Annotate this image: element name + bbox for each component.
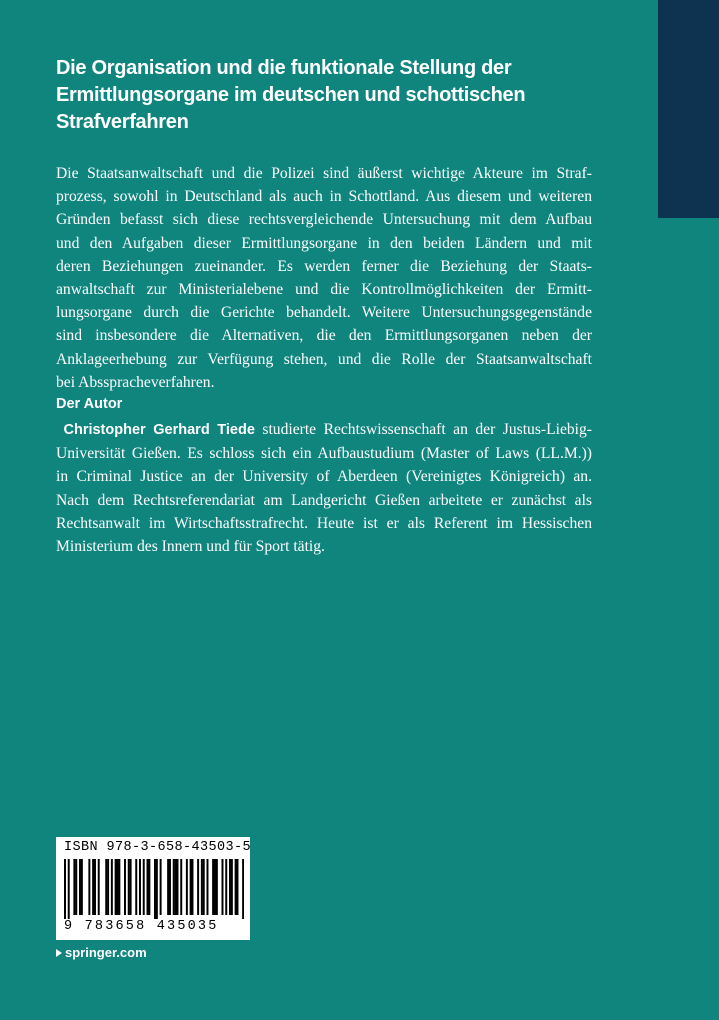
book-title <box>56 55 616 136</box>
title-line: Die Organisation und die funktionale Stellung der <box>56 57 512 79</box>
description-line: deren Beziehungen zueinander. Es werden ferner die Beziehung der Staats- <box>56 257 592 275</box>
description-line: Anklageerhebung zur Verfügung stehen, und die Rolle der Staatsanwaltschaft <box>56 350 592 368</box>
bio-line: Universität Gießen. Es schloss sich ein Aufbaustudium (Master of Laws (LL.M.)) <box>56 445 592 463</box>
ean-digits: 9 783658 435035 <box>64 919 219 934</box>
bio-line-first <box>56 418 592 442</box>
bio-line: Ministerium des Innern und für Sport tätig. <box>56 538 325 556</box>
description-line: Die Staatsanwaltschaft und die Polizei sind äußerst wichtige Akteure im Straf- <box>56 165 592 182</box>
author-heading: Der Autor <box>56 396 123 412</box>
publisher-url: springer.com <box>65 945 147 960</box>
bio-line-text: studierte Rechtswissenschaft an der Justus-Liebig- <box>254 421 592 438</box>
isbn-barcode <box>56 837 250 940</box>
barcode-bars <box>64 859 244 919</box>
publisher-link[interactable] <box>56 945 147 960</box>
corner-color-block <box>658 0 719 218</box>
bio-line: Nach dem Rechtsreferendariat am Landgericht Gießen arbeitete er zunächst als <box>56 491 592 509</box>
description-line: anwaltschaft zur Ministerialebene und die Kontrollmöglichkeiten der Ermitt- <box>56 281 592 299</box>
author-name: Christopher Gerhard Tiede <box>63 422 255 438</box>
description-line: bei Absspracheverfahren. <box>56 373 215 391</box>
book-description <box>56 162 592 394</box>
description-line: lungsorgane durch die Gerichte behandelt. Weitere Untersuchungsgegenstände <box>56 304 592 322</box>
description-line: prozess, sowohl in Deutschland als auch in Schottland. Aus diesem und weiteren <box>56 188 592 206</box>
author-bio <box>56 418 592 558</box>
description-line: sind insbesondere die Alternativen, die den Ermittlungsorganen neben der <box>56 327 592 345</box>
title-line: Strafverfahren <box>56 111 189 133</box>
bio-line: Rechtsanwalt im Wirtschaftsstrafrecht. Heute ist er als Referent im Hessischen <box>56 514 592 532</box>
title-line: Ermittlungsorgane im deutschen und schottischen <box>56 84 526 106</box>
description-line: Gründen befasst sich diese rechtsvergleichende Untersuchung mit dem Aufbau <box>56 211 592 229</box>
description-line: und den Aufgaben dieser Ermittlungsorgane in den beiden Ländern und mit <box>56 234 592 252</box>
isbn-number: ISBN 978-3-658-43503-5 <box>64 840 252 855</box>
bio-line: in Criminal Justice an der University of Aberdeen (Vereinigtes Königreich) an. <box>56 468 592 486</box>
arrow-right-icon <box>56 949 62 957</box>
